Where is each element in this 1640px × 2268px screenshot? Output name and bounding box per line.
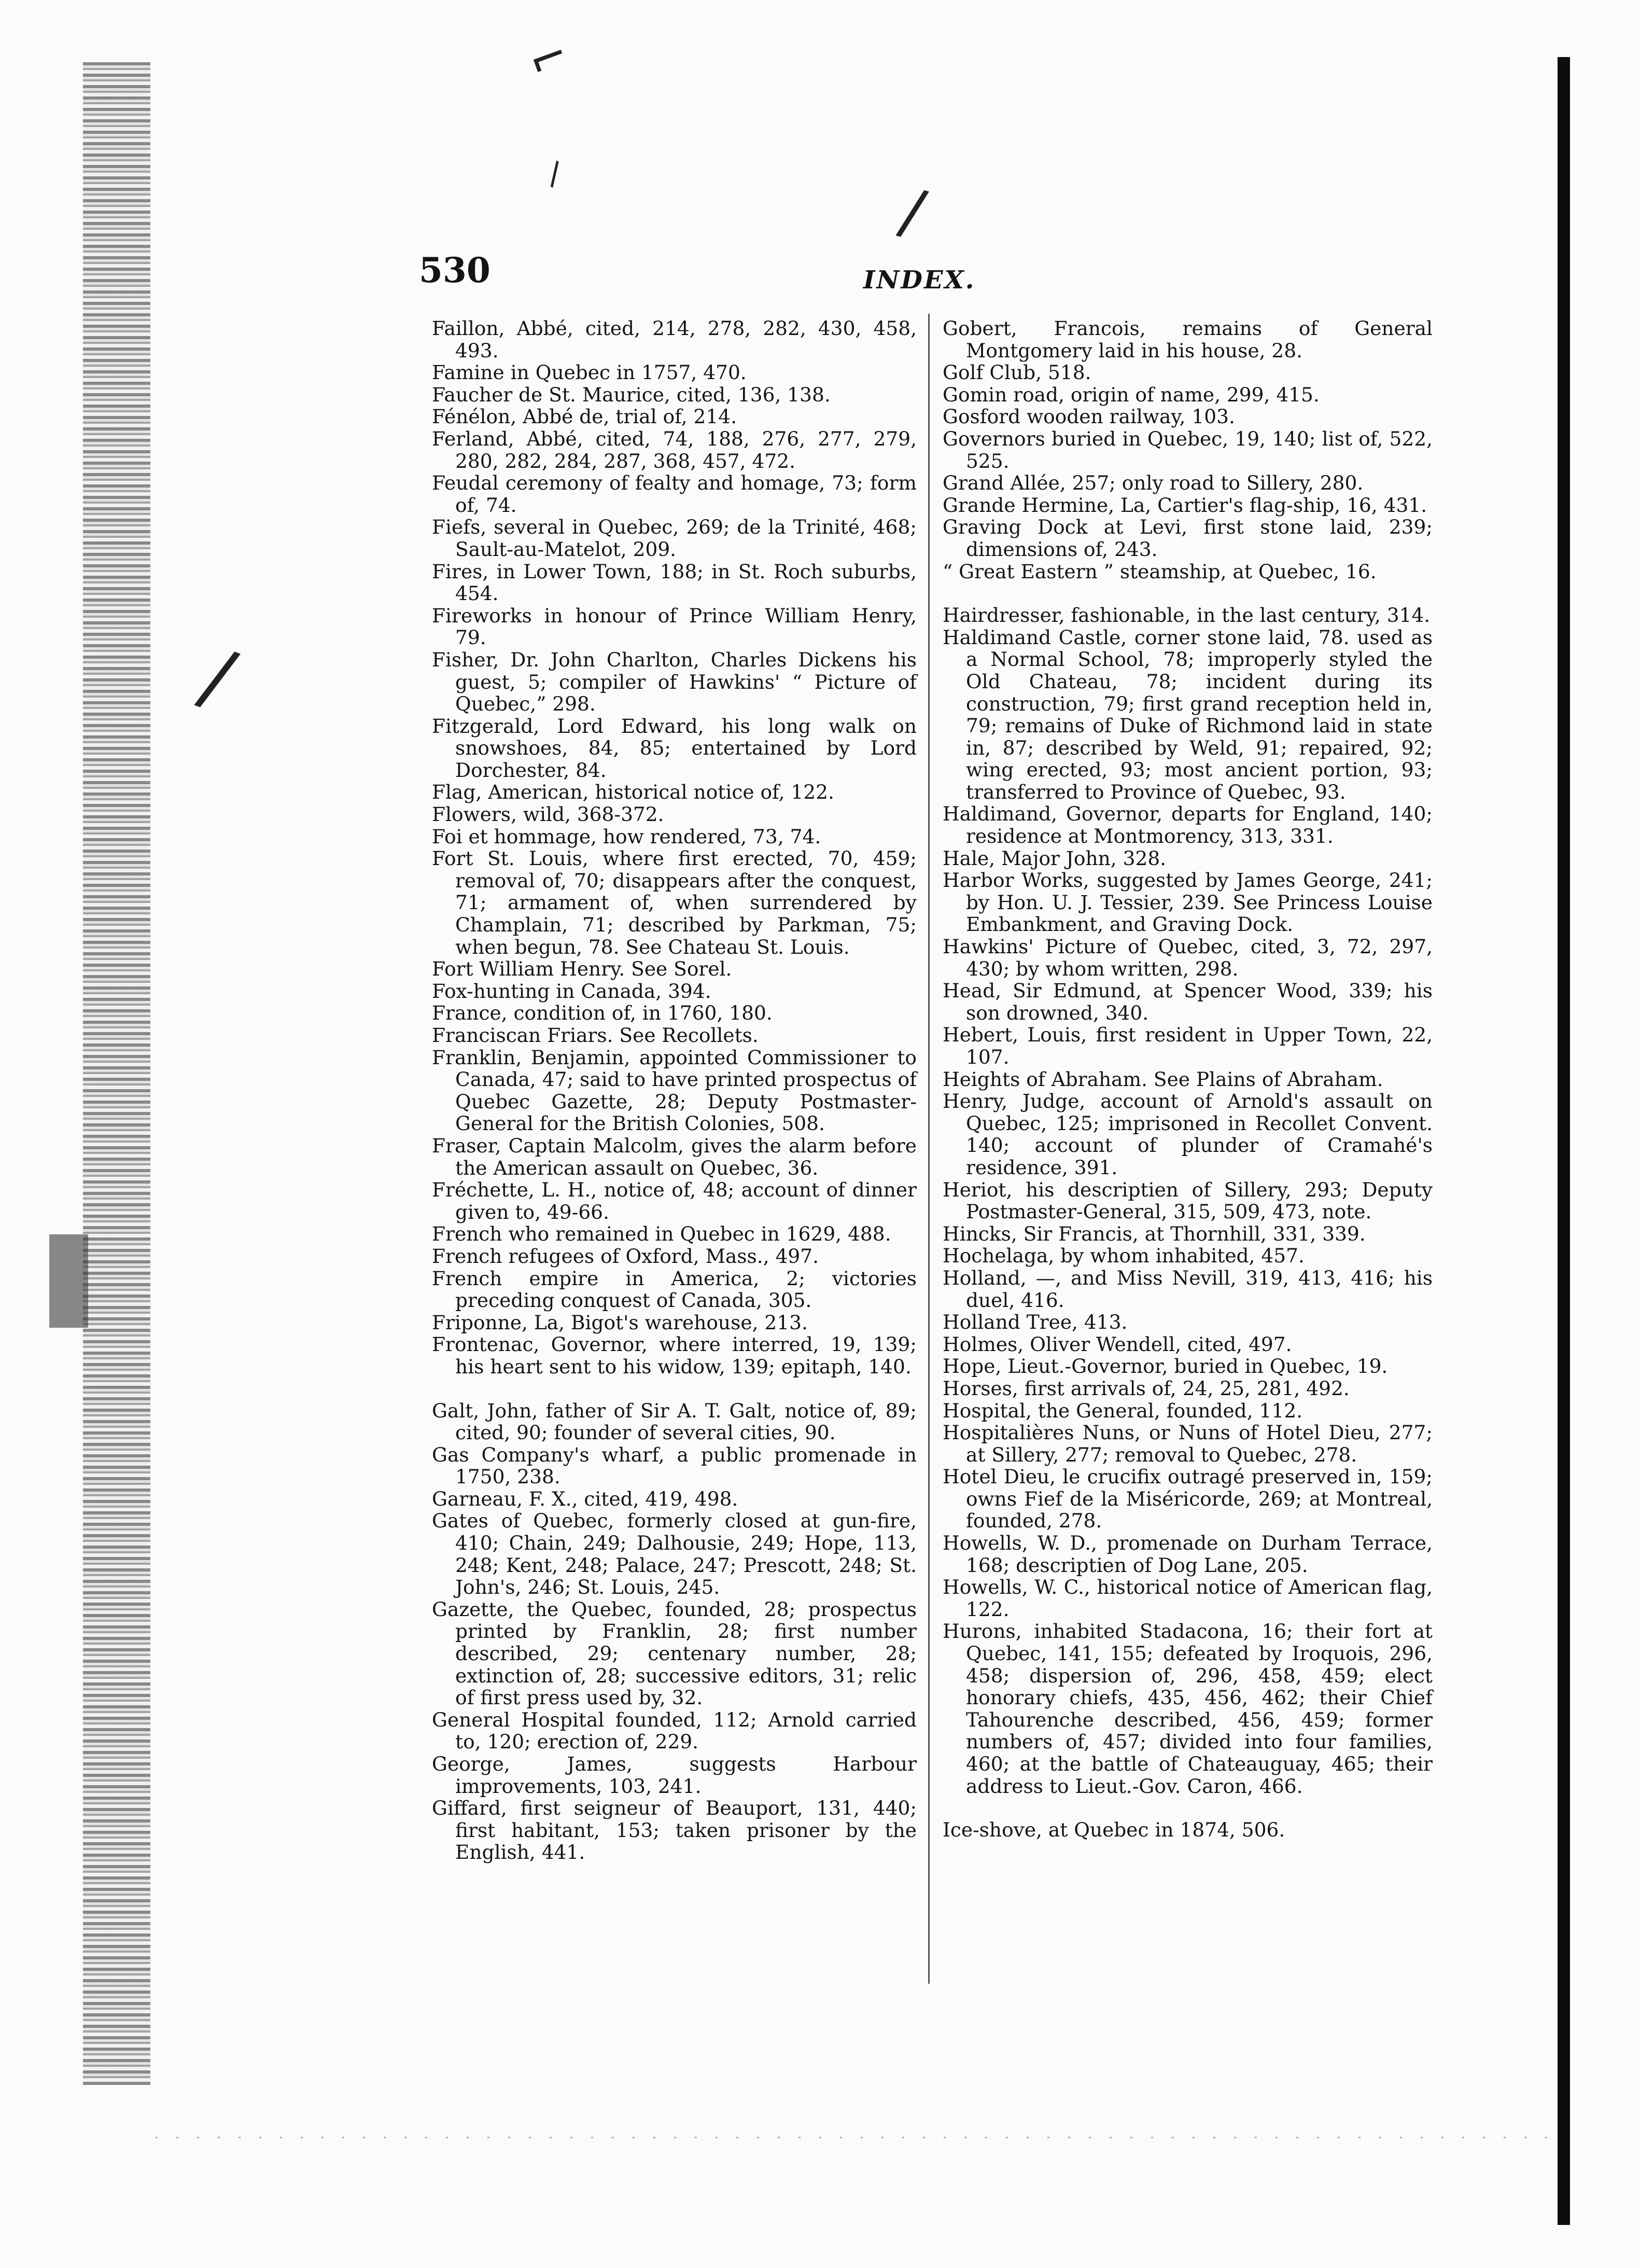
index-entry: Fitzgerald, Lord Edward, his long walk on snowshoes, 84, 85; entertained by Lord Dorchester, 84.	[432, 714, 917, 782]
section-gap	[432, 1378, 917, 1400]
index-entry: Fort William Henry. See Sorel.	[432, 957, 732, 981]
index-entry: Ferland, Abbé, cited, 74, 188, 276, 277, 279, 280, 282, 284, 287, 368, 457, 472.	[432, 427, 917, 472]
scan-right-border	[1558, 57, 1570, 2225]
section-gap	[943, 1797, 1433, 1819]
index-entry: Franklin, Benjamin, appointed Commissioner to Canada, 47; said to have printed prospectus of Quebec Gazette, 28; Deputy Postmaster-General for the British Colonies, 508.	[432, 1046, 917, 1135]
index-entry: Hebert, Louis, first resident in Upper Town, 22, 107.	[943, 1023, 1433, 1068]
index-entry: Fréchette, L. H., notice of, 48; account of dinner given to, 49-66.	[432, 1178, 917, 1223]
index-entry: Fisher, Dr. John Charlton, Charles Dickens his guest, 5; compiler of Hawkins' “ Picture of Quebec,” 298.	[432, 648, 917, 716]
index-entry: Haldimand, Governor, departs for England, 140; residence at Montmorency, 313, 331.	[943, 802, 1433, 848]
index-entry: Gobert, Francois, remains of General Montgomery laid in his house, 28.	[943, 317, 1433, 362]
pencil-slash-mark: /	[893, 175, 932, 250]
index-entry: Holmes, Oliver Wendell, cited, 497.	[943, 1332, 1292, 1356]
index-entry: Faucher de St. Maurice, cited, 136, 138.	[432, 383, 831, 406]
index-entry: Hospitalières Nuns, or Nuns of Hotel Dieu, 277; at Sillery, 277; removal to Quebec, 278.	[943, 1421, 1433, 1466]
index-entry: Gosford wooden railway, 103.	[943, 405, 1235, 428]
index-entry: Hurons, inhabited Stadacona, 16; their fort at Quebec, 141, 155; defeated by Iroquois, 296, 458; dispersion of, 296, 458, 459; elect honorary chiefs, 435, 456, 462; their Chief Tahourenche described, 456, 459; former numbers of, 457; divided into four families, 460; at the battle of Chateauguay, 465; their address to Lieut.-Gov. Caron, 466.	[943, 1620, 1433, 1798]
index-entry: Harbor Works, suggested by James George, 241; by Hon. U. J. Tessier, 239. See Princess Louise Embankment, and Graving Dock.	[943, 869, 1433, 936]
index-entry: Horses, first arrivals of, 24, 25, 281, 492.	[943, 1376, 1350, 1400]
index-entry: Fires, in Lower Town, 188; in St. Roch suburbs, 454.	[432, 560, 917, 605]
index-entry: Gates of Quebec, formerly closed at gun-fire, 410; Chain, 249; Dalhousie, 249; Hope, 113, 248; Kent, 248; Palace, 247; Prescott, 248; St. John's, 246; St. Louis, 245.	[432, 1509, 917, 1599]
index-entry: Ice-shove, at Quebec in 1874, 506.	[943, 1818, 1285, 1842]
index-entry: Fort St. Louis, where first erected, 70, 459; removal of, 70; disappears after the conquest, 71; armament of, when surrendered by Champlain, 71; described by Parkman, 75; when begun, 78. See Chateau St. Louis.	[432, 847, 917, 958]
scan-edge-artifact-lower	[49, 1234, 88, 1328]
index-entry: Giffard, first seigneur of Beauport, 131, 440; first habitant, 153; taken prisoner by the English, 441.	[432, 1797, 917, 1864]
column-rule	[928, 314, 930, 1984]
index-entry: Head, Sir Edmund, at Spencer Wood, 339; his son drowned, 340.	[943, 979, 1433, 1024]
index-entry: Heights of Abraham. See Plains of Abraham.	[943, 1067, 1383, 1091]
index-entry: Friponne, La, Bigot's warehouse, 213.	[432, 1311, 808, 1334]
index-entry: Hospital, the General, founded, 112.	[943, 1399, 1303, 1422]
index-entry: Haldimand Castle, corner stone laid, 78. used as a Normal School, 78; improperly styled the Old Chateau, 78; incident during its construction, 79; first grand reception held in, 79; remains of Duke of Richmond laid in state in, 87; described by Weld, 91; repaired, 92; wing erected, 93; most ancient portion, 93; transferred to Province of Quebec, 93.	[943, 625, 1433, 803]
index-entry: Gazette, the Quebec, founded, 28; prospectus printed by Franklin, 28; first number described, 29; centenary number, 28; extinction of, 28; successive editors, 31; relic of first press used by, 32.	[432, 1597, 917, 1709]
index-column-left	[432, 317, 917, 1863]
index-entry: Famine in Quebec in 1757, 470.	[432, 361, 747, 384]
index-entry: Feudal ceremony of fealty and homage, 73; form of, 74.	[432, 471, 917, 517]
index-entry: Fiefs, several in Quebec, 269; de la Trinité, 468; Sault-au-Matelot, 209.	[432, 516, 917, 561]
index-entry: Holland, —, and Miss Nevill, 319, 413, 416; his duel, 416.	[943, 1266, 1433, 1312]
index-entry: French refugees of Oxford, Mass., 497.	[432, 1244, 819, 1268]
index-entry: Hairdresser, fashionable, in the last century, 314.	[943, 604, 1431, 627]
index-entry: Fireworks in honour of Prince William Henry, 79.	[432, 604, 917, 649]
index-entry: Hincks, Sir Francis, at Thornhill, 331, 339.	[943, 1222, 1366, 1245]
index-entry: Hochelaga, by whom inhabited, 457.	[943, 1244, 1305, 1268]
index-entry: Faillon, Abbé, cited, 214, 278, 282, 430, 458, 493.	[432, 317, 917, 362]
pencil-mark-top: ⌐	[521, 26, 577, 91]
index-entry: George, James, suggests Harbour improvements, 103, 241.	[432, 1752, 917, 1798]
index-entry: Hawkins' Picture of Quebec, cited, 3, 72, 297, 430; by whom written, 298.	[943, 935, 1433, 980]
index-entry: Holland Tree, 413.	[943, 1311, 1128, 1334]
section-gap	[943, 582, 1433, 604]
pencil-mark-small: \	[541, 155, 569, 192]
index-entry: Fox-hunting in Canada, 394.	[432, 979, 711, 1003]
index-entry: Flowers, wild, 368-372.	[432, 803, 664, 826]
index-entry: French empire in America, 2; victories preceding conquest of Canada, 305.	[432, 1267, 917, 1312]
index-entry: Henry, Judge, account of Arnold's assault on Quebec, 125; imprisoned in Recollet Convent. 140; account of plunder of Cramahé's residence, 391.	[943, 1090, 1433, 1179]
index-entry: Franciscan Friars. See Recollets.	[432, 1024, 759, 1047]
index-column-right	[943, 317, 1433, 1841]
index-entry: “ Great Eastern ” steamship, at Quebec, 16.	[943, 560, 1377, 583]
index-entry: Flag, American, historical notice of, 122.	[432, 781, 834, 804]
running-head: INDEX.	[863, 266, 976, 295]
index-entry: Gomin road, origin of name, 299, 415.	[943, 383, 1320, 406]
index-entry: Fraser, Captain Malcolm, gives the alarm before the American assault on Quebec, 36.	[432, 1134, 917, 1179]
index-entry: French who remained in Quebec in 1629, 488.	[432, 1222, 891, 1246]
index-entry: Heriot, his descriptien of Sillery, 293; Deputy Postmaster-General, 315, 509, 473, note.	[943, 1178, 1433, 1223]
index-entry: Governors buried in Quebec, 19, 140; list of, 522, 525.	[943, 427, 1433, 472]
index-entry: Howells, W. C., historical notice of American flag, 122.	[943, 1576, 1433, 1621]
index-entry: Golf Club, 518.	[943, 361, 1091, 384]
index-entry: Graving Dock at Levi, first stone laid, 239; dimensions of, 243.	[943, 516, 1433, 561]
index-entry: Frontenac, Governor, where interred, 19, 139; his heart sent to his widow, 139; epitaph, 140.	[432, 1333, 917, 1378]
index-entry: Hope, Lieut.-Governor, buried in Quebec, 19.	[943, 1355, 1388, 1378]
index-entry: Hale, Major John, 328.	[943, 846, 1167, 870]
scan-bottom-noise	[156, 2137, 1555, 2138]
index-entry: Galt, John, father of Sir A. T. Galt, notice of, 89; cited, 90; founder of several cities, 90.	[432, 1399, 917, 1444]
index-entry: Gas Company's wharf, a public promenade in 1750, 238.	[432, 1443, 917, 1488]
index-entry: Hotel Dieu, le crucifix outragé preserved in, 159; owns Fief de la Miséricorde, 269; at Montreal, founded, 278.	[943, 1465, 1433, 1533]
index-entry: General Hospital founded, 112; Arnold carried to, 120; erection of, 229.	[432, 1708, 917, 1754]
scan-edge-artifact	[83, 62, 150, 2085]
pencil-slash-left: /	[190, 631, 246, 725]
page-number: 530	[419, 250, 490, 290]
index-entry: Howells, W. D., promenade on Durham Terrace, 168; descriptien of Dog Lane, 205.	[943, 1532, 1433, 1577]
index-entry: France, condition of, in 1760, 180.	[432, 1001, 773, 1025]
index-entry: Grande Hermine, La, Cartier's flag-ship, 16, 431.	[943, 493, 1427, 517]
index-entry: Garneau, F. X., cited, 419, 498.	[432, 1487, 738, 1510]
index-entry: Fénélon, Abbé de, trial of, 214.	[432, 405, 737, 428]
index-entry: Foi et hommage, how rendered, 73, 74.	[432, 825, 821, 848]
index-entry: Grand Allée, 257; only road to Sillery, 280.	[943, 471, 1364, 495]
